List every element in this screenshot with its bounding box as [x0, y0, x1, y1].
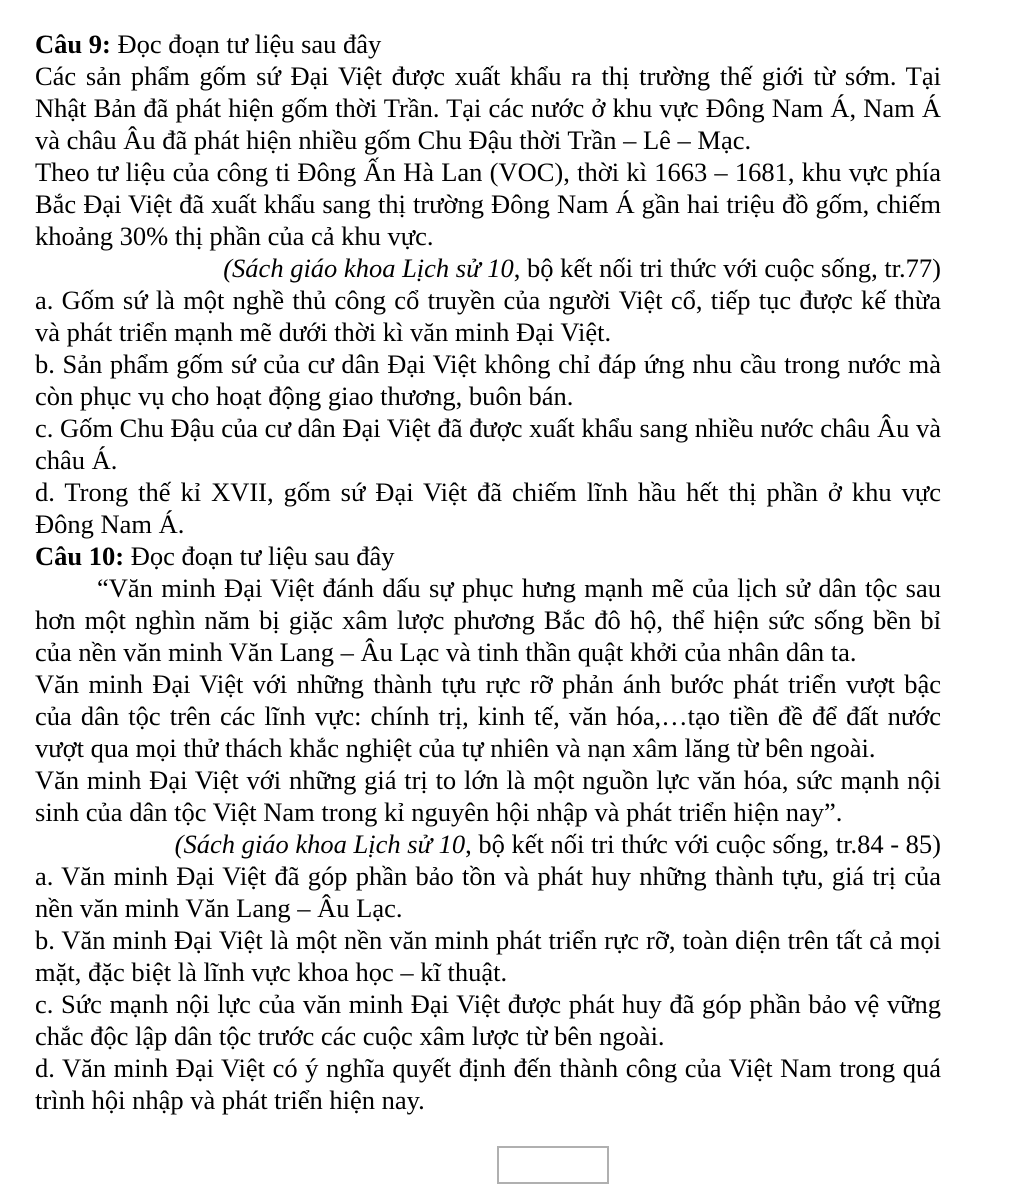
q9-passage-paragraph-2: Theo tư liệu của công ti Đông Ấn Hà Lan (VOC), thời kì 1663 – 1681, khu vực phía Bắc Đại Việt đã xuất khẩu sang thị trường Đông Nam Á gần hai triệu đồ gốm, chiếm khoảng 30% thị phần của cả khu vực.: [35, 157, 941, 251]
question-9-prompt: Đọc đoạn tư liệu sau đây: [117, 29, 382, 59]
q10-passage-paragraph-2: Văn minh Đại Việt với những thành tựu rực rỡ phản ánh bước phát triển vượt bậc của dân tộc trên các lĩnh vực: chính trị, kinh tế, văn hóa,…tạo tiền đề để đất nước vượt qua mọi thử thách khắc nghiệt của tự nhiên và nạn xâm lăng từ bên ngoài.: [35, 669, 941, 763]
q9-option-b: b. Sản phẩm gốm sứ của cư dân Đại Việt không chỉ đáp ứng nhu cầu trong nước mà còn phục vụ cho hoạt động giao thương, buôn bán.: [35, 349, 941, 411]
q9-citation-source: (Sách giáo khoa Lịch sử 10: [223, 253, 514, 283]
q9-citation-detail: , bộ kết nối tri thức với cuộc sống, tr.77): [513, 253, 941, 283]
q10-option-c: c. Sức mạnh nội lực của văn minh Đại Việt được phát huy đã góp phần bảo vệ vững chắc độc lập dân tộc trước các cuộc xâm lược từ bên ngoài.: [35, 989, 941, 1051]
q10-passage-quote: “Văn minh Đại Việt đánh dấu sự phục hưng mạnh mẽ của lịch sử dân tộc sau hơn một nghìn năm bị giặc xâm lược phương Bắc đô hộ, thể hiện sức sống bền bỉ của nền văn minh Văn Lang – Âu Lạc và tinh thần quật khởi của nhân dân ta.: [35, 573, 941, 667]
question-9-heading: [35, 28, 941, 60]
q10-option-d: d. Văn minh Đại Việt có ý nghĩa quyết định đến thành công của Việt Nam trong quá trình hội nhập và phát triển hiện nay.: [35, 1053, 941, 1115]
q9-citation: [35, 252, 941, 284]
question-10-heading: [35, 540, 941, 572]
q10-citation-source: (Sách giáo khoa Lịch sử 10: [174, 829, 466, 859]
answer-box-partial[interactable]: [497, 1146, 609, 1184]
q9-option-a: a. Gốm sứ là một nghề thủ công cổ truyền của người Việt cổ, tiếp tục được kế thừa và phát triển mạnh mẽ dưới thời kì văn minh Đại Việt.: [35, 285, 941, 347]
question-9-label: Câu 9:: [35, 29, 111, 59]
q10-passage-paragraph-3: Văn minh Đại Việt với những giá trị to lớn là một nguồn lực văn hóa, sức mạnh nội sinh của dân tộc Việt Nam trong kỉ nguyên hội nhập và phát triển hiện nay”.: [35, 765, 941, 827]
q9-option-d: d. Trong thế kỉ XVII, gốm sứ Đại Việt đã chiếm lĩnh hầu hết thị phần ở khu vực Đông Nam Á.: [35, 477, 941, 539]
exam-document: [35, 28, 941, 1116]
q10-citation: [35, 828, 941, 860]
q9-passage-paragraph-1: Các sản phẩm gốm sứ Đại Việt được xuất khẩu ra thị trường thế giới từ sớm. Tại Nhật Bản đã phát hiện gốm thời Trần. Tại các nước ở khu vực Đông Nam Á, Nam Á và châu Âu đã phát hiện nhiều gốm Chu Đậu thời Trần – Lê – Mạc.: [35, 61, 941, 155]
q10-option-a: a. Văn minh Đại Việt đã góp phần bảo tồn và phát huy những thành tựu, giá trị của nền văn minh Văn Lang – Âu Lạc.: [35, 861, 941, 923]
question-10-prompt: Đọc đoạn tư liệu sau đây: [130, 541, 395, 571]
q10-citation-detail: , bộ kết nối tri thức với cuộc sống, tr.84 - 85): [465, 829, 941, 859]
q10-option-b: b. Văn minh Đại Việt là một nền văn minh phát triển rực rỡ, toàn diện trên tất cả mọi mặt, đặc biệt là lĩnh vực khoa học – kĩ thuật.: [35, 925, 941, 987]
q9-option-c: c. Gốm Chu Đậu của cư dân Đại Việt đã được xuất khẩu sang nhiều nước châu Âu và châu Á.: [35, 413, 941, 475]
question-10-label: Câu 10:: [35, 541, 125, 571]
